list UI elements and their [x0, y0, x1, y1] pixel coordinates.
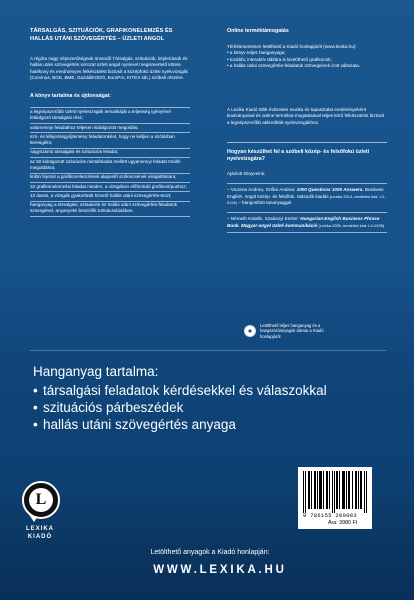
book-meta: (Lexika 2014, rendelési kód: LX-0124) — [227, 193, 386, 205]
list-item: nagyszámú társalgási és szituációs feladat; — [30, 149, 190, 158]
list-item: • hallás utáni szövegértés anyaga — [33, 416, 373, 433]
left-column — [30, 28, 190, 217]
logo-letter: L — [29, 488, 53, 512]
audio-contents-block — [33, 363, 373, 433]
list-item: 32 grafikonelemzési feladat minden, a vizsgákon előforduló grafikontípushoz; — [30, 183, 190, 192]
list-item: • további, interaktív táblára is kivetíthető grafikonok; — [227, 56, 332, 62]
online-support-list — [227, 50, 387, 69]
how-to-prepare-title: Hogyan készülhet fel a szóbeli közép- és felsőfokú üzleti nyelvvizsgára? — [227, 149, 370, 163]
list-item: a legnépszerűbb üzleti nyelvvizsgák tematikáját a teljesség igényével feldolgozó társalgási rész; — [30, 107, 190, 124]
publisher-experience-text: A Lexika Kiadó több évtizedes munka és tapasztalat eredményeként kiadványaival és online termékta-mogatásával teljes körű felkészülést biztosít a legnépszerűbb akkreditált nyelvvizsgákhoz. — [227, 107, 385, 125]
recommended-book — [227, 212, 387, 233]
book-note: – hangosított tananyaggal — [236, 199, 292, 205]
list-item: külön fejezet a grafikonelemzések alapvető szókincsének elsajátítására; — [30, 174, 190, 183]
logo-circle — [22, 481, 60, 519]
right-column — [227, 28, 387, 233]
list-item: 12 darab, a vizsgák gyakorlatát követő hallás utáni szövegértés-teszt; — [30, 192, 190, 201]
book-meta: (Lexika 2005, rendelési kód: LX-0105) — [317, 222, 385, 228]
publisher-logo — [18, 481, 62, 563]
download-link-label: Letölthető anyagok a Kiadó honlapján: — [150, 549, 270, 556]
download-info-box — [244, 319, 344, 343]
online-support-title: Online terméktámogatás — [227, 28, 289, 34]
price-label: Ára: 3980 Ft — [328, 520, 358, 526]
divider — [30, 350, 386, 351]
list-item: • társalgási feladatok kérdésekkel és válaszokkal — [33, 382, 373, 399]
contents-list — [30, 107, 190, 217]
intro-paragraph — [30, 56, 190, 81]
intro-text: A régóta nagy népszerűségnek örvendő Társalgás, szituációk, képleírások és hallás utáni szövegértés sorozat üzleti angol nyelvvel megismertető kötete hatékony és eredményes felkészülést biztosít a középfokú üzleti nyelvvizsgák (Corvinus, BGE, BME, GazdálKODÓ, EuroPro, KITEX stb.) szóbeli részére. — [30, 56, 188, 81]
logo-line-2: KIADÓ — [27, 533, 53, 540]
book-title: Hungarian-English Business Phrase Book. Magyar-angol üzleti kommunikáció — [227, 216, 380, 228]
book-authors: – Viczena Andrea, Szőke Andrea: — [227, 187, 297, 193]
recommended-book — [227, 183, 387, 206]
cd-icon — [244, 325, 256, 337]
isbn-number: 9 786155 200083 — [303, 512, 358, 519]
list-item: • szituációs párbeszédek — [33, 399, 373, 416]
book-title: 1000 Questions 1000 Answers. — [296, 187, 364, 193]
list-item: hanganyag a társalgási, szituációs és hallás utáni szövegértés-feladatok szövegével, anyanyelvi beszélők tolmácsolásában. — [30, 202, 190, 218]
contents-heading: A könyv tartalma és újdonságai: — [30, 93, 112, 100]
online-support-text: Térítésmentesen letölthető a Kiadó honlapjáról (www.lexika.hu): — [227, 44, 357, 49]
how-to-prepare-block — [227, 142, 387, 233]
website-link[interactable]: WWW.LEXIKA.HU — [153, 564, 287, 576]
download-info-text: Letölthető teljes hanganyag és a hangszóróanyagok átirata a Kiadó honlapjáról — [260, 322, 324, 339]
list-item: valamennyi feladathoz teljesen kidolgozott megoldás; — [30, 124, 190, 133]
logo-name — [18, 526, 62, 541]
audio-contents-title: Hanganyag tartalma: — [33, 364, 159, 379]
book-description: Business English. Angol közép- és felsőfok. Második kiadás — [227, 187, 384, 199]
book-title: TÁRSALGÁS, SZITUÁCIÓK, GRAFIKONELEMZÉS ÉS HALLÁS UTÁNI SZÖVEGÉRTÉS – ÜZLETI ANGOL — [30, 28, 173, 42]
logo-line-1: LEXIKA — [25, 526, 54, 532]
book-authors: – Németh Katalin, Szakonyi Eszter: — [227, 216, 301, 222]
barcode-label — [298, 467, 372, 529]
list-item: szó- és kifejezésgyűjtemény feladatonként, hogy ne kelljen a szótárban keresgélni; — [30, 133, 190, 149]
audio-contents-list — [33, 382, 373, 433]
list-item: • a hallás utáni szövegértés-feladatok szövegeinek írott változata. — [227, 62, 361, 68]
list-item: az 50 kidolgozott szituációs mintafeladat mellett ugyanennyi feladat önálló megoldásra; — [30, 158, 190, 174]
barcode-icon — [303, 471, 367, 513]
list-item: • a könyv teljes hanganyaga; — [227, 50, 286, 56]
recommended-books-label: Ajánlott könyveink: — [227, 171, 266, 177]
